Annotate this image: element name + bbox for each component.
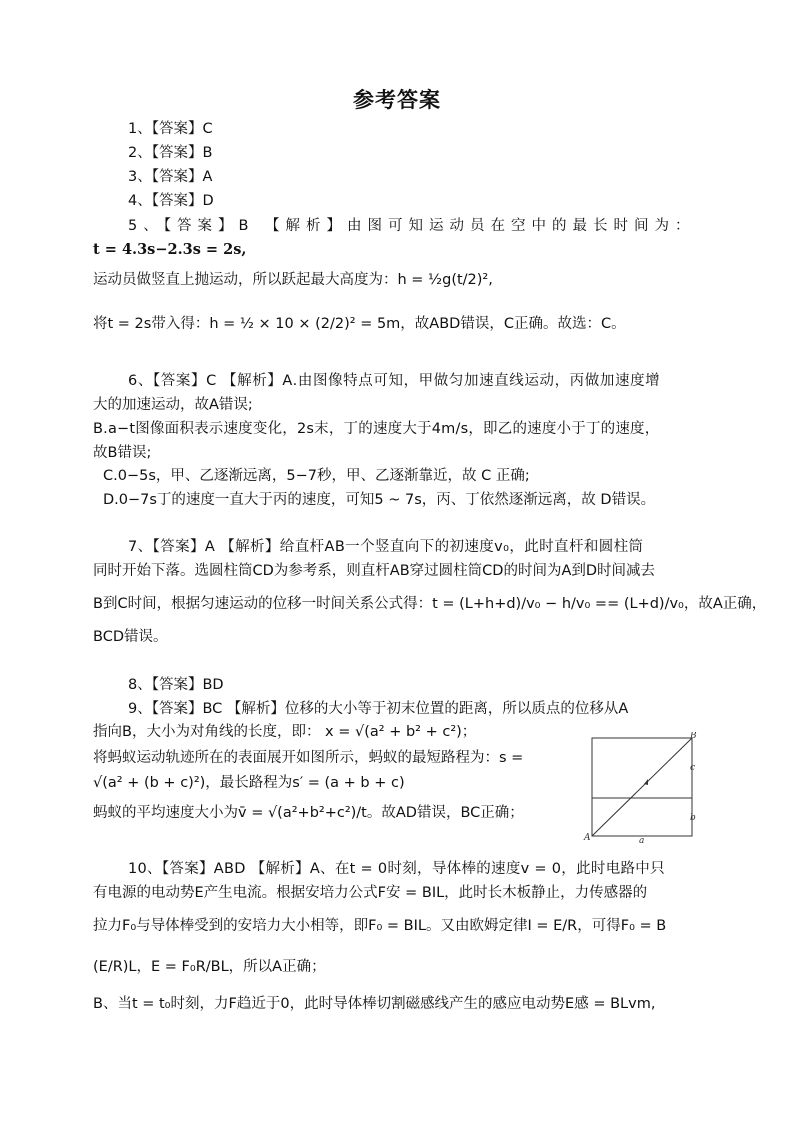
q9-line-2: 指向B，大小为对角线的长度，即： x = √(a² + b² + c²)；	[93, 724, 477, 740]
page-title: 参考答案	[353, 88, 441, 112]
q6-line-4: 故B错误;	[93, 445, 152, 461]
q10-line-1: 10、【答案】ABD 【解析】A、在t = 0时刻，导体棒的速度v = 0，此时电路中只	[128, 861, 665, 877]
unfolded-box-figure	[582, 732, 702, 844]
q7-line-2: 同时开始下落。选圆柱筒CD为参考系，则直杆AB穿过圆柱筒CD的时间为A到D时间减去	[93, 563, 656, 579]
answer-4: 4、【答案】D	[128, 193, 214, 209]
figure-label-B: B	[690, 732, 697, 741]
q10-line-2: 有电源的电动势E产生电流。根据安培力公式F安 = BIL，此时长木板静止，力传感器的	[93, 885, 648, 901]
answer-1: 1、【答案】C	[128, 121, 213, 137]
figure-label-A: A	[584, 833, 591, 843]
answer-3: 3、【答案】A	[128, 169, 213, 185]
figure-diagonal	[592, 738, 692, 836]
q6-line-3: B.a−t图像面积表示速度变化，2s末，丁的速度大于4m/s，即乙的速度小于丁的速度，	[93, 421, 660, 437]
q7-line-3: B到C时间，根据匀速运动的位移一时间关系公式得：t = (L+h+d)/v₀ − h/v₀ == (L+d)/v₀，故A正确，	[93, 596, 767, 612]
q5-line-3: 将t = 2s带入得：h = ½ × 10 × (2/2)² = 5m，故ABD错误，C正确。故选：C。	[93, 316, 626, 332]
q9-line-4: √(a² + (b + c)²)，最长路程为s′ = (a + b + c)	[93, 775, 405, 791]
q5-head: 5、【答案】B 【解析】由图可知运动员在空中的最长时间为：	[128, 218, 696, 234]
q6-line-1: 6、【答案】C 【解析】A.由图像特点可知，甲做匀加速直线运动，丙做加速度增	[128, 373, 661, 389]
figure-label-c: c	[690, 763, 696, 773]
figure-arrowhead	[644, 779, 648, 785]
answer-8: 8、【答案】BD	[128, 677, 224, 693]
q9-line-1: 9、【答案】BC 【解析】位移的大小等于初末位置的距离，所以质点的位移从A	[128, 701, 629, 717]
answer-2: 2、【答案】B	[128, 145, 213, 161]
q7-line-1: 7、【答案】A 【解析】给直杆AB一个竖直向下的初速度v₀，此时直杆和圆柱筒	[128, 539, 644, 555]
q9-line-3: 将蚂蚁运动轨迹所在的表面展开如图所示，蚂蚁的最短路程为：s =	[93, 750, 524, 766]
q7-line-4: BCD错误。	[93, 629, 168, 645]
figure-label-a: a	[639, 836, 645, 844]
q10-line-3: 拉力F₀与导体棒受到的安培力大小相等，即F₀ = BIL。又由欧姆定律I = E/R，可得F₀ = B	[93, 918, 667, 934]
figure-label-b: b	[690, 813, 696, 823]
q6-line-5: C.0−5s，甲、乙逐渐远离，5−7秒，甲、乙逐渐靠近，故 C 正确;	[103, 468, 530, 484]
q10-line-4: (E/R)L，E = F₀R/BL，所以A正确；	[93, 959, 326, 975]
q5-equation: t = 4.3s−2.3s = 2s,	[93, 241, 247, 258]
q6-line-2: 大的加速运动，故A错误;	[93, 397, 253, 413]
q6-line-6: D.0−7s丁的速度一直大于丙的速度，可知5 ~ 7s，丙、丁依然逐渐远离，故 D错误。	[103, 492, 656, 508]
q10-line-5: B、当t = t₀时刻，力F趋近于0，此时导体棒切割磁感线产生的感应电动势E感 = BLvm,	[93, 996, 656, 1012]
q5-line-2: 运动员做竖直上抛运动，所以跃起最大高度为：h = ½g(t/2)²,	[93, 272, 493, 288]
q9-line-5: 蚂蚁的平均速度大小为v̄ = √(a²+b²+c²)/t。故AD错误，BC正确；	[93, 805, 524, 821]
